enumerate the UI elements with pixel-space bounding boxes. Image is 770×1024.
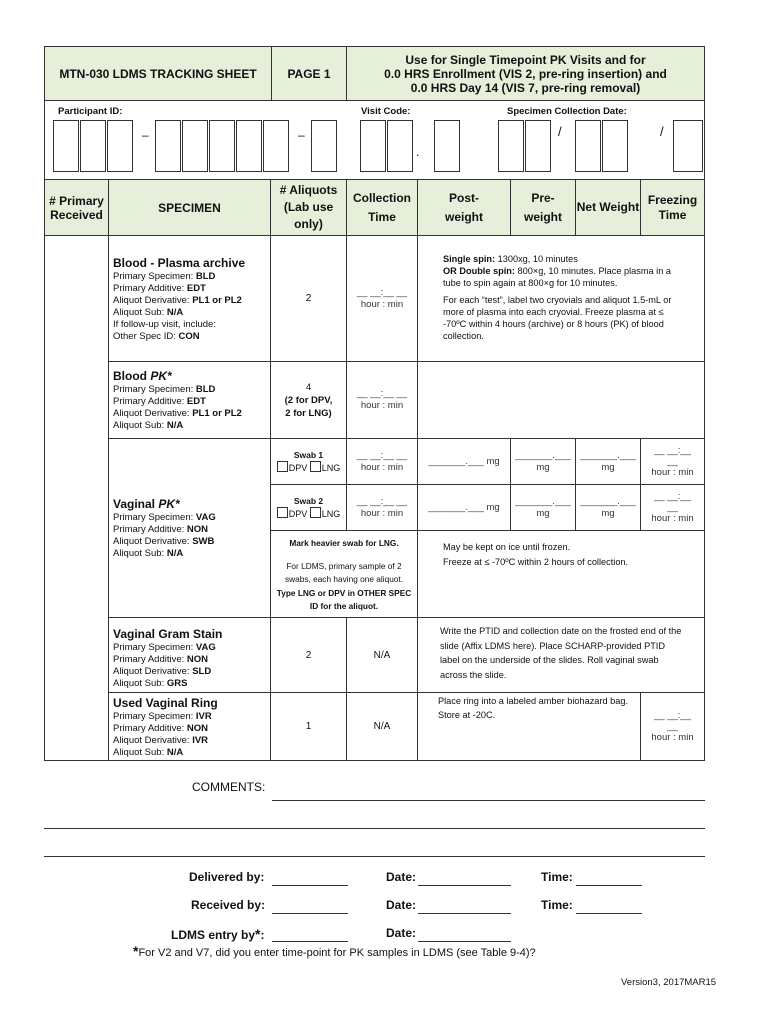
title-text: Blood bbox=[113, 369, 151, 383]
ldms-note: For LDMS, primary sample of 2 swabs, each having one aliquot. bbox=[284, 560, 404, 584]
gram-stain-instructions bbox=[417, 617, 705, 693]
spec-line bbox=[113, 678, 270, 690]
ptid-digit-box[interactable] bbox=[263, 120, 289, 172]
time-blank: __ bbox=[667, 456, 678, 467]
na-value: N/A bbox=[373, 649, 391, 661]
received-date-field[interactable] bbox=[418, 913, 511, 914]
col-net-weight-text: Net Weight bbox=[576, 200, 640, 214]
spec-line-value: BLD bbox=[195, 384, 216, 395]
freeze-note-line: Freeze at ≤ -70ºC within 2 hours of collection. bbox=[443, 557, 629, 567]
delivered-time-field[interactable] bbox=[576, 885, 642, 886]
instr-text: Place ring into a labeled amber biohazard bag. Store at -20C. bbox=[438, 696, 628, 720]
usage-line-1: Use for Single Timepoint PK Visits and for bbox=[405, 52, 646, 67]
aliquots-used-ring bbox=[270, 692, 347, 761]
spec-line bbox=[113, 420, 270, 432]
instr-text: Write the PTID and collection date on the frosted end of the slide (Affix LDMS here). Place SCHARP-provided PTID label on the underside of the slides. Roll vaginal swab across the slide. bbox=[440, 626, 682, 680]
title-italic: PK* bbox=[158, 497, 180, 511]
visit-code-box[interactable] bbox=[387, 120, 413, 172]
weight-unit: mg bbox=[536, 507, 550, 519]
specimen-blood-pk-title bbox=[113, 369, 270, 384]
dpv-checkbox[interactable] bbox=[277, 507, 288, 518]
instr-text: 1300xg, 10 minutes bbox=[495, 254, 578, 264]
instr-text: 800×g, 10 minutes. Place plasma in a tube to spin again at 800×g for 10 minutes. bbox=[443, 266, 671, 288]
collection-time-plasma[interactable] bbox=[346, 235, 418, 362]
footnote bbox=[133, 943, 536, 959]
collection-time-gram-stain bbox=[346, 617, 418, 693]
time-label: Time: bbox=[541, 870, 573, 884]
spec-line-label: Primary Additive: bbox=[113, 283, 187, 294]
col-freezing-time-text: Freezing Time bbox=[647, 192, 698, 222]
ptid-digit-box[interactable] bbox=[236, 120, 262, 172]
instr-bold: Single spin: bbox=[443, 254, 496, 264]
spec-line bbox=[113, 295, 270, 307]
time-hint: hour : min bbox=[360, 507, 404, 519]
spec-line-value: CON bbox=[178, 331, 200, 342]
specimen-used-ring-title: Used Vaginal Ring bbox=[113, 696, 218, 710]
time-blank: __ __:__ bbox=[654, 445, 691, 456]
date-slash: / bbox=[660, 124, 664, 139]
net-weight-swab-2[interactable] bbox=[575, 484, 641, 531]
date-label: Date: bbox=[386, 870, 417, 884]
spec-line-value: N/A bbox=[166, 548, 184, 559]
collection-time-swab-1[interactable] bbox=[346, 438, 418, 485]
swab-label: Swab 2 bbox=[293, 495, 324, 506]
spec-line-label: Aliquot Sub: bbox=[113, 420, 167, 431]
post-weight-swab-1[interactable] bbox=[417, 438, 511, 485]
spec-line-label: Aliquot Derivative: bbox=[113, 408, 193, 419]
spec-line bbox=[113, 271, 270, 283]
date-label: Date: bbox=[386, 898, 417, 912]
time-blank: __ __:__ bbox=[654, 710, 691, 721]
spec-line-label: Primary Specimen: bbox=[113, 512, 196, 523]
spec-line bbox=[113, 524, 270, 536]
specimen-used-ring bbox=[108, 692, 271, 761]
spec-line-label: Primary Specimen: bbox=[113, 384, 196, 395]
ptid-digit-box[interactable] bbox=[80, 120, 106, 172]
spec-line-value: PL1 or PL2 bbox=[192, 408, 242, 419]
spec-line-value: VAG bbox=[195, 642, 216, 653]
aliquots-blood-pk bbox=[270, 361, 347, 439]
lng-label: LNG bbox=[321, 462, 341, 473]
dpv-label: DPV bbox=[288, 508, 308, 519]
swab-1-cell bbox=[270, 438, 347, 485]
time-blank: __ __:__ __ bbox=[356, 495, 408, 507]
aliquots-note: (2 for DPV, bbox=[284, 394, 333, 406]
col-pre-weight-text: Pre-weight bbox=[524, 190, 562, 224]
spec-line bbox=[113, 548, 270, 560]
col-aliquots bbox=[270, 179, 347, 236]
usage-line-3: 0.0 HRS Day 14 (VIS 7, pre-ring removal) bbox=[410, 80, 641, 95]
col-collection-time-text: Collection Time bbox=[352, 190, 411, 224]
spec-line bbox=[113, 307, 270, 319]
spec-line bbox=[113, 642, 270, 654]
pre-weight-swab-1[interactable] bbox=[510, 438, 576, 485]
ptid-digit-box[interactable] bbox=[155, 120, 181, 172]
time-hint: hour : min bbox=[651, 513, 694, 524]
spec-line bbox=[113, 512, 270, 524]
instr-line bbox=[443, 253, 684, 265]
specimen-vaginal-pk-title bbox=[113, 497, 270, 512]
swab-type-choices bbox=[277, 461, 341, 474]
ptid-digit-box[interactable] bbox=[182, 120, 208, 172]
spec-line-value: PL1 or PL2 bbox=[192, 295, 242, 306]
spec-line-label: Primary Additive: bbox=[113, 396, 187, 407]
spec-line bbox=[113, 747, 270, 759]
spec-line-value: N/A bbox=[166, 307, 184, 318]
comments-line[interactable] bbox=[44, 856, 705, 857]
ldms-note-bold: Type LNG or DPV in OTHER SPEC ID for the aliquot. bbox=[276, 587, 412, 611]
spec-line-value: NON bbox=[186, 524, 209, 535]
date-digit-box[interactable] bbox=[498, 120, 524, 172]
comments-line[interactable] bbox=[272, 800, 705, 801]
delivered-by-field[interactable] bbox=[272, 885, 348, 886]
col-post-weight-text: Post-weight bbox=[445, 190, 483, 224]
spec-line-label: Primary Specimen: bbox=[113, 642, 196, 653]
pre-weight-swab-2[interactable] bbox=[510, 484, 576, 531]
specimen-plasma-title: Blood - Plasma archive bbox=[113, 256, 246, 270]
ptid-digit-box[interactable] bbox=[311, 120, 337, 172]
ldms-entry-field[interactable] bbox=[272, 941, 348, 942]
aliquots-value: 2 bbox=[305, 649, 312, 661]
aliquots-gram-stain bbox=[270, 617, 347, 693]
ldms-date-field[interactable] bbox=[418, 941, 511, 942]
dpv-label: DPV bbox=[288, 462, 308, 473]
spec-line-value: EDT bbox=[186, 283, 206, 294]
date-digit-box[interactable] bbox=[575, 120, 601, 172]
specimen-plasma bbox=[108, 235, 271, 362]
na-value: N/A bbox=[373, 721, 391, 732]
spec-line-label: Primary Additive: bbox=[113, 654, 187, 665]
mark-heavier-note: Mark heavier swab for LNG. bbox=[289, 538, 399, 548]
date-digit-box[interactable] bbox=[602, 120, 628, 172]
spec-line-value: GRS bbox=[166, 678, 188, 689]
weight-blank: _______.___ bbox=[515, 495, 571, 507]
weight-blank: _______.___ mg bbox=[428, 501, 500, 513]
weight-blank: _______.___ bbox=[580, 449, 636, 461]
participant-id-label: Participant ID: bbox=[58, 106, 123, 117]
footnote-star: * bbox=[133, 943, 139, 959]
ldms-entry-star: * bbox=[255, 926, 261, 942]
col-specimen bbox=[108, 179, 271, 236]
spec-line-value: NON bbox=[186, 723, 209, 734]
aliquots-value: 4 bbox=[305, 381, 312, 393]
primary-received-column[interactable] bbox=[44, 235, 109, 761]
spec-line-label: Primary Additive: bbox=[113, 524, 187, 535]
ptid-digit-box[interactable] bbox=[107, 120, 133, 172]
col-specimen-text: SPECIMEN bbox=[158, 200, 221, 215]
spec-line-value: VAG bbox=[195, 512, 216, 523]
spec-line bbox=[113, 396, 270, 408]
received-by-field[interactable] bbox=[272, 913, 348, 914]
spec-line-label: Aliquot Sub: bbox=[113, 678, 167, 689]
col-pre-weight bbox=[510, 179, 576, 236]
weight-unit: mg bbox=[601, 507, 615, 519]
date-label: Date: bbox=[386, 926, 417, 940]
aliquots-plasma-value: 2 bbox=[305, 293, 312, 304]
spec-line bbox=[113, 384, 270, 396]
instr-line bbox=[443, 265, 684, 289]
aliquots-note: 2 for LNG) bbox=[285, 407, 332, 419]
vaginal-pk-freeze-note bbox=[417, 530, 705, 618]
date-digit-box[interactable] bbox=[673, 120, 703, 172]
lng-checkbox[interactable] bbox=[310, 461, 321, 472]
title-italic: PK* bbox=[150, 369, 172, 383]
collection-time-swab-2[interactable] bbox=[346, 484, 418, 531]
blood-pk-notes bbox=[417, 361, 705, 439]
spec-line-label: Aliquot Sub: bbox=[113, 747, 167, 758]
comments-label: COMMENTS: bbox=[192, 780, 266, 794]
freezing-time-swab-1[interactable] bbox=[640, 438, 705, 485]
specimen-gram-stain-title: Vaginal Gram Stain bbox=[113, 627, 223, 641]
time-hint: hour : min bbox=[360, 400, 404, 411]
spec-line-value: N/A bbox=[166, 747, 184, 758]
swab-2-cell bbox=[270, 484, 347, 531]
usage-note bbox=[346, 46, 705, 101]
weight-blank: _______.___ bbox=[580, 495, 636, 507]
weight-unit: mg bbox=[536, 461, 550, 473]
vaginal-pk-ldms-note bbox=[270, 530, 418, 618]
time-hint: hour : min bbox=[360, 461, 404, 473]
ptid-dash: – bbox=[142, 128, 149, 142]
time-hint: hour : min bbox=[651, 467, 694, 478]
ptid-dash: – bbox=[298, 128, 305, 142]
spec-line-value: SLD bbox=[192, 666, 212, 677]
spec-line bbox=[113, 711, 270, 723]
visit-code-dot: . bbox=[416, 145, 420, 159]
dpv-checkbox[interactable] bbox=[277, 461, 288, 472]
spec-line bbox=[113, 283, 270, 295]
spec-line-value: BLD bbox=[195, 271, 216, 282]
time-hint: hour : min bbox=[651, 732, 694, 743]
weight-unit: mg bbox=[601, 461, 615, 473]
col-freezing-time bbox=[640, 179, 705, 236]
lng-checkbox[interactable] bbox=[310, 507, 321, 518]
usage-line-2: 0.0 HRS Enrollment (VIS 2, pre-ring insertion) and bbox=[384, 66, 667, 81]
col-post-weight bbox=[417, 179, 511, 236]
page-label-text: PAGE 1 bbox=[287, 66, 331, 81]
collection-time-blood-pk[interactable] bbox=[346, 361, 418, 439]
plasma-instructions bbox=[417, 235, 705, 362]
page-label bbox=[271, 46, 347, 101]
spec-line bbox=[113, 735, 270, 747]
instr-bold: OR Double spin: bbox=[443, 266, 515, 276]
used-ring-instructions bbox=[417, 692, 641, 761]
time-blank: __ __:__ __ bbox=[356, 388, 408, 399]
col-primary-received-text: # Primary Received bbox=[49, 193, 104, 222]
lng-label: LNG bbox=[321, 508, 341, 519]
date-digit-box[interactable] bbox=[525, 120, 551, 172]
aliquots-plasma bbox=[270, 235, 347, 362]
comments-line[interactable] bbox=[44, 828, 705, 829]
weight-blank: _______.___ bbox=[515, 449, 571, 461]
spec-line-value: SWB bbox=[192, 536, 215, 547]
delivered-date-field[interactable] bbox=[418, 885, 511, 886]
time-blank: __ bbox=[667, 721, 678, 732]
time-blank: __ __:__ bbox=[654, 491, 691, 502]
date-slash: / bbox=[558, 124, 562, 139]
time-label: Time: bbox=[541, 898, 573, 912]
spec-line bbox=[113, 666, 270, 678]
spec-line-label: Primary Specimen: bbox=[113, 271, 196, 282]
spec-line-value: EDT bbox=[186, 396, 206, 407]
spec-line-label: Primary Specimen: bbox=[113, 711, 196, 722]
received-by-label: Received by: bbox=[191, 898, 266, 912]
spec-line-value: IVR bbox=[195, 711, 212, 722]
col-net-weight bbox=[575, 179, 641, 236]
spec-line bbox=[113, 331, 270, 343]
swab-label: Swab 1 bbox=[293, 449, 324, 460]
spec-line: If follow-up visit, include: bbox=[113, 319, 216, 330]
ldms-entry-colon: : bbox=[260, 928, 265, 942]
freezing-time-used-ring[interactable] bbox=[640, 692, 705, 761]
visit-code-box[interactable] bbox=[360, 120, 386, 172]
time-blank: __ bbox=[667, 502, 678, 513]
visit-code-box[interactable] bbox=[434, 120, 460, 172]
swab-type-choices bbox=[277, 507, 341, 520]
spec-line-label: Aliquot Derivative: bbox=[113, 666, 193, 677]
ptid-digit-box[interactable] bbox=[53, 120, 79, 172]
freezing-time-swab-2[interactable] bbox=[640, 484, 705, 531]
spec-line-value: NON bbox=[186, 654, 209, 665]
time-blank: __ __:__ __ bbox=[356, 449, 408, 461]
col-aliquots-text: # Aliquots (Lab use only) bbox=[279, 183, 338, 231]
col-collection-time bbox=[346, 179, 418, 236]
spec-line-label: Aliquot Sub: bbox=[113, 307, 167, 318]
specimen-gram-stain bbox=[108, 617, 271, 693]
aliquots-value: 1 bbox=[305, 721, 312, 732]
sheet-title-text: MTN-030 LDMS TRACKING SHEET bbox=[59, 66, 257, 81]
sheet-title bbox=[44, 46, 272, 101]
weight-blank: _______.___ mg bbox=[428, 455, 500, 467]
collection-date-label: Specimen Collection Date: bbox=[507, 106, 627, 117]
ldms-entry-label bbox=[171, 926, 264, 942]
time-hint: hour : min bbox=[360, 298, 404, 310]
collection-time-used-ring bbox=[346, 692, 418, 761]
spec-line-value: N/A bbox=[166, 420, 184, 431]
spec-line-label: Aliquot Derivative: bbox=[113, 536, 193, 547]
spec-line-value: IVR bbox=[192, 735, 209, 746]
spec-line bbox=[113, 536, 270, 548]
spec-line-label: Aliquot Derivative: bbox=[113, 295, 193, 306]
ptid-digit-box[interactable] bbox=[209, 120, 235, 172]
spec-line bbox=[113, 654, 270, 666]
spec-line-label: Aliquot Derivative: bbox=[113, 735, 193, 746]
spec-line bbox=[113, 408, 270, 420]
footnote-text: For V2 and V7, did you enter time-point for PK samples in LDMS (see Table 9-4)? bbox=[138, 947, 536, 959]
spec-line-label: Other Spec ID: bbox=[113, 331, 179, 342]
spec-line-label: Primary Additive: bbox=[113, 723, 187, 734]
ldms-entry-text: LDMS entry by bbox=[171, 928, 256, 942]
post-weight-swab-2[interactable] bbox=[417, 484, 511, 531]
delivered-by-label: Delivered by: bbox=[189, 870, 265, 884]
spec-line bbox=[113, 723, 270, 735]
visit-code-label: Visit Code: bbox=[361, 106, 411, 117]
time-blank: __ __:__ __ bbox=[356, 286, 408, 298]
col-primary-received bbox=[44, 179, 109, 236]
version-label: Version3, 2017MAR15 bbox=[621, 977, 717, 988]
specimen-vaginal-pk bbox=[108, 438, 271, 618]
specimen-blood-pk bbox=[108, 361, 271, 439]
title-text: Vaginal bbox=[113, 497, 159, 511]
freeze-note-line: May be kept on ice until frozen. bbox=[443, 542, 571, 552]
received-time-field[interactable] bbox=[576, 913, 642, 914]
net-weight-swab-1[interactable] bbox=[575, 438, 641, 485]
spec-line-label: Aliquot Sub: bbox=[113, 548, 167, 559]
instr-line: For each “test”, label two cryovials and aliquot 1.5-mL or more of plasma into each cryovial. Freeze plasma at ≤ -70ºC within 4 hours (archive) or 8 hours (PK) of blood collection. bbox=[443, 295, 672, 341]
